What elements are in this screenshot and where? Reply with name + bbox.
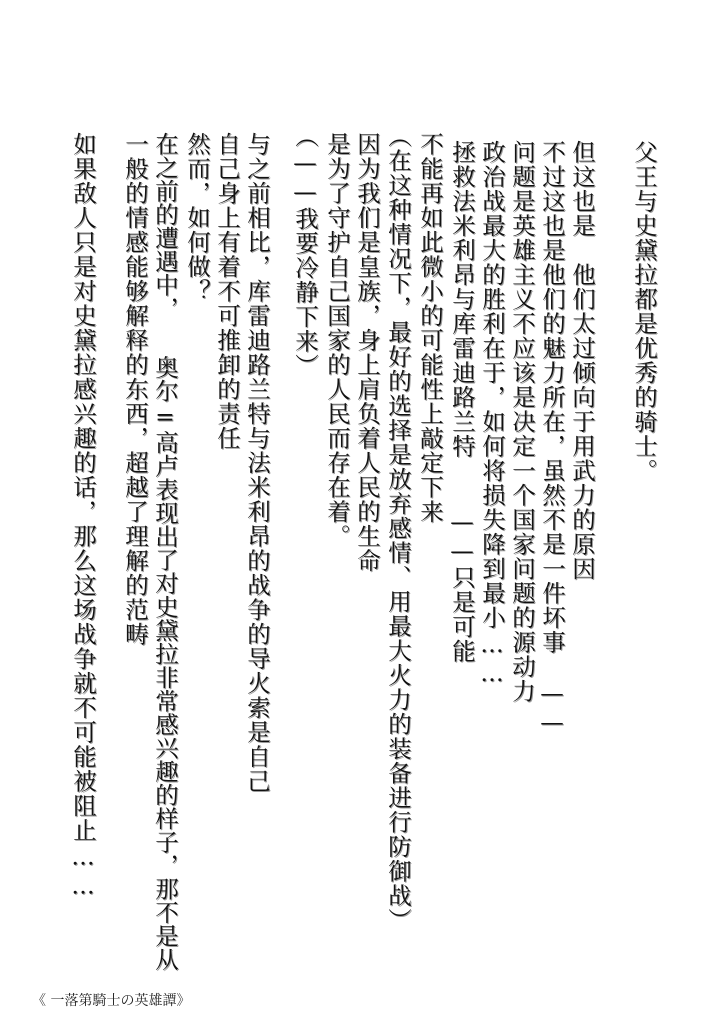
text-column-9: 因为我们是皇族，身上肩负着人民的生命 <box>353 132 381 573</box>
text-column-10: 是为了守护自己国家的人民而存在着。 <box>323 132 351 549</box>
text-column-8: （在这种情况下，最好的选择是放弃感情、用最大火力的装备进行防御战） <box>384 124 412 933</box>
text-column-13: 自己身上有着不可推卸的责任 <box>213 132 241 451</box>
book-title-footer: 《 一落第騎士の英雄譚》 <box>32 993 191 1009</box>
text-column-3: 不过这也是他们的魅力所在，虽然不是一件坏事 —— <box>538 140 566 737</box>
text-column-4: 问题是英雄主义不应该是决定一个国家问题的源动力 <box>508 140 536 704</box>
text-column-12: 与之前相比，库雷迪路兰特与法米利昂的战争的导火索是自己 <box>243 132 271 794</box>
text-column-2: 但这也是 他们太过倾向于用武力的原因 <box>568 140 596 581</box>
text-column-16: 一般的情感能够解释的东西，超越了理解的范畴 <box>121 132 149 647</box>
text-column-15: 在之前的遭遇中， 奥尔=高卢表现出了对史黛拉非常感兴趣的样子，那不是从 <box>151 132 179 971</box>
text-column-11: （——我要冷静下来） <box>291 124 319 378</box>
text-column-1: 父王与史黛拉都是优秀的骑士。 <box>630 140 658 483</box>
text-column-7: 不能再如此微小的可能性上敲定下来 <box>416 132 444 524</box>
text-column-14: 然而，如何做？ <box>183 132 211 304</box>
text-column-17: 如果敌人只是对史黛拉感兴趣的话，那么这场战争就不可能被阻止…… <box>69 132 97 901</box>
text-column-6: 拯救法米利昂与库雷迪路兰特 ——只是可能 <box>448 140 476 664</box>
text-column-5: 政治战最大的胜利在于，如何将损失降到最小…… <box>478 140 506 688</box>
